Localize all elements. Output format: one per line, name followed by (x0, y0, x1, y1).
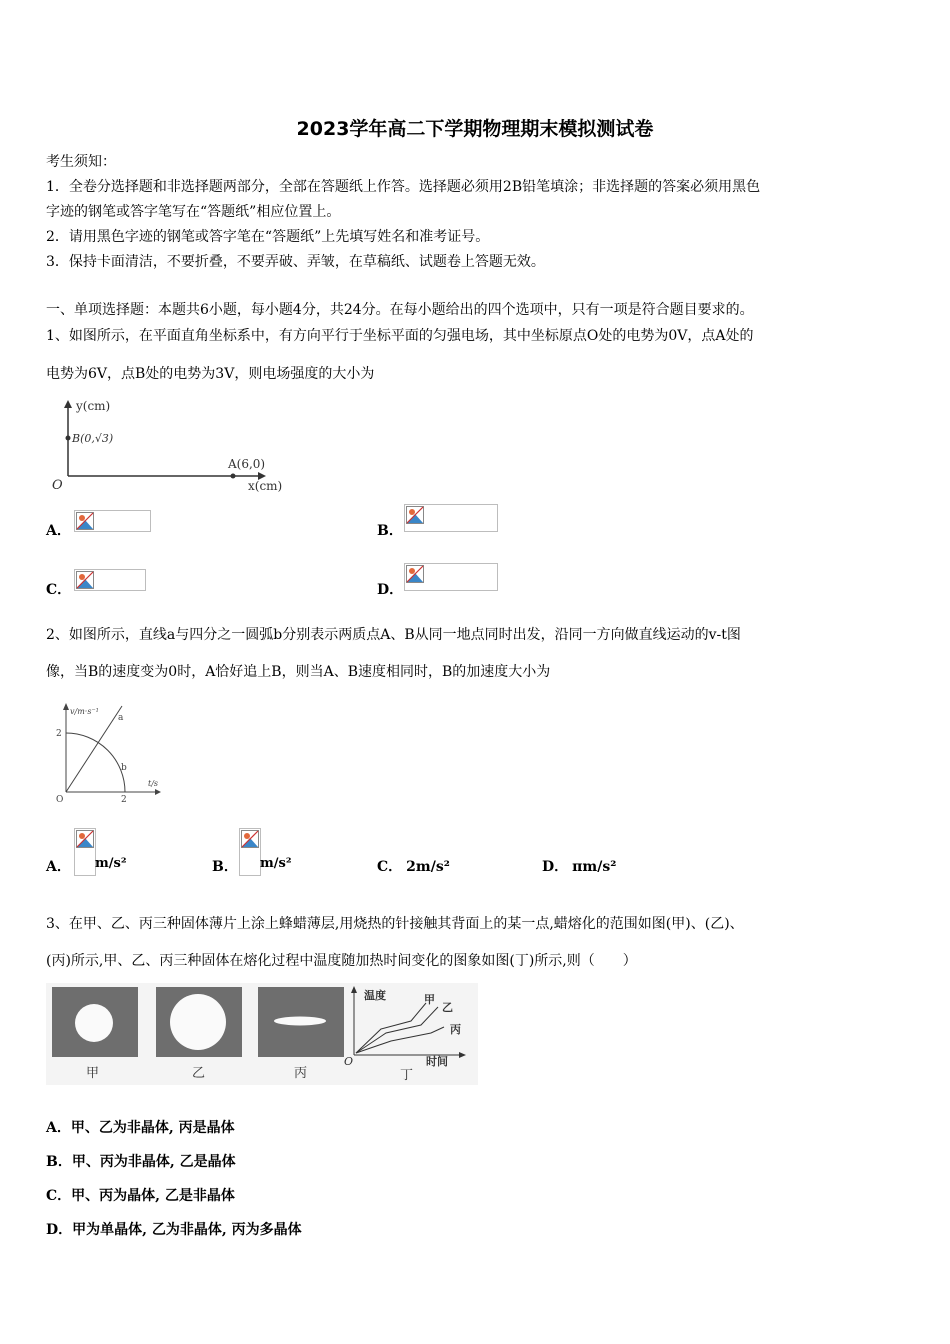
option-letter: A． (46, 523, 71, 539)
q2-vt-graph (52, 700, 167, 805)
option-letter: B． (212, 859, 238, 875)
t-axis-label: t/s (148, 779, 159, 788)
q1-option-d[interactable] (377, 579, 403, 599)
q3-option-b[interactable]: B．甲、丙为非晶体, 乙是晶体 (46, 1154, 236, 1170)
q2-option-d[interactable] (542, 856, 616, 876)
curve-label: 乙 (442, 1001, 453, 1014)
x-tick-label: 2 (121, 795, 127, 805)
graph-y-label: 温度 (364, 989, 386, 1002)
option-value: 2m/s² (406, 859, 450, 875)
option-letter: A． (46, 859, 71, 875)
broken-image-icon (239, 828, 261, 876)
q3-option-a[interactable]: A．甲、乙为非晶体, 丙是晶体 (46, 1120, 235, 1136)
caption-jia: 甲 (86, 1066, 100, 1081)
x-axis-label: x(cm) (248, 479, 283, 493)
q2-option-a[interactable] (46, 856, 71, 876)
q1-coordinate-figure (48, 396, 298, 496)
q2-option-b[interactable] (212, 856, 238, 876)
section-heading: 一、单项选择题：本题共6小题，每小题4分，共24分。在每小题给出的四个选项中，只有一项是符合题目要求的。 (46, 302, 754, 318)
arc-b-label: b (121, 763, 127, 773)
q2-line1: 2、如图所示，直线a与四分之一圆弧b分别表示两质点A、B从同一地点同时出发，沿同一方向做直线运动的v-t图 (46, 627, 741, 643)
page-title: 2023学年高二下学期物理期末模拟测试卷 (296, 118, 654, 140)
option-letter: D． (542, 859, 569, 875)
option-letter: D． (377, 582, 404, 598)
v-axis-label: v/m·s⁻¹ (70, 707, 99, 716)
origin-label: O (52, 478, 63, 493)
graph-origin: O (344, 1055, 354, 1068)
q1-line1: 1、如图所示，在平面直角坐标系中，有方向平行于坐标平面的匀强电场，其中坐标原点O处的电势为0V，点A处的 (46, 328, 754, 344)
broken-image-icon (74, 828, 96, 876)
q3-option-c[interactable]: C．甲、丙为晶体, 乙是非晶体 (46, 1188, 235, 1204)
point-b-label: B(0,√3) (72, 432, 114, 445)
graph-x-label: 时间 (426, 1055, 448, 1068)
option-unit: m/s² (95, 856, 127, 871)
broken-image-icon (404, 504, 498, 532)
broken-image-icon (404, 563, 498, 591)
curve-label: 丙 (450, 1023, 461, 1036)
notice-item: 1．全卷分选择题和非选择题两部分，全部在答题纸上作答。选择题必须用2B铅笔填涂；非选择题的答案必须用黑色 (46, 179, 761, 195)
curve-label: 甲 (424, 993, 435, 1006)
option-letter: B． (377, 523, 403, 539)
origin-label: O (56, 795, 64, 805)
q1-option-a[interactable] (46, 520, 71, 540)
q2-option-c[interactable] (377, 856, 450, 876)
q1-option-c[interactable] (46, 579, 71, 599)
broken-image-icon (74, 569, 146, 591)
caption-yi: 乙 (192, 1066, 206, 1081)
caption-bing: 丙 (294, 1066, 308, 1081)
q1-option-b[interactable] (377, 520, 403, 540)
option-letter: C． (377, 859, 403, 875)
q3-line2: (丙)所示,甲、乙、丙三种固体在熔化过程中温度随加热时间变化的图象如图(丁)所示,则（ ） (46, 953, 637, 969)
q1-line2: 电势为6V，点B处的电势为3V，则电场强度的大小为 (46, 366, 375, 382)
option-letter: C． (46, 582, 72, 598)
point-a-label: A(6,0) (228, 457, 266, 471)
q2-line2: 像，当B的速度变为0时，A恰好追上B，则当A、B速度相同时，B的加速度大小为 (46, 664, 551, 680)
q3-wax-figure (46, 983, 478, 1085)
notice-item: 字迹的钢笔或答字笔写在“答题纸”相应位置上。 (46, 204, 341, 220)
broken-image-icon (74, 510, 151, 532)
q3-line1: 3、在甲、乙、丙三种固体薄片上涂上蜂蜡薄层,用烧热的针接触其背面上的某一点,蜡熔化的范围如图(甲)、(乙)、 (46, 916, 744, 932)
option-unit: m/s² (260, 856, 292, 871)
notice-heading: 考生须知： (46, 154, 116, 170)
q3-option-d[interactable]: D．甲为单晶体, 乙为非晶体, 丙为多晶体 (46, 1222, 302, 1238)
notice-item: 3．保持卡面清洁，不要折叠，不要弄破、弄皱，在草稿纸、试题卷上答题无效。 (46, 254, 545, 270)
y-tick-label: 2 (56, 729, 62, 739)
caption-ding: 丁 (400, 1068, 414, 1083)
notice-item: 2．请用黑色字迹的钢笔或答字笔在“答题纸”上先填写姓名和准考证号。 (46, 229, 490, 245)
y-axis-label: y(cm) (76, 399, 111, 413)
option-value: πm/s² (572, 859, 617, 875)
line-a-label: a (118, 713, 124, 723)
